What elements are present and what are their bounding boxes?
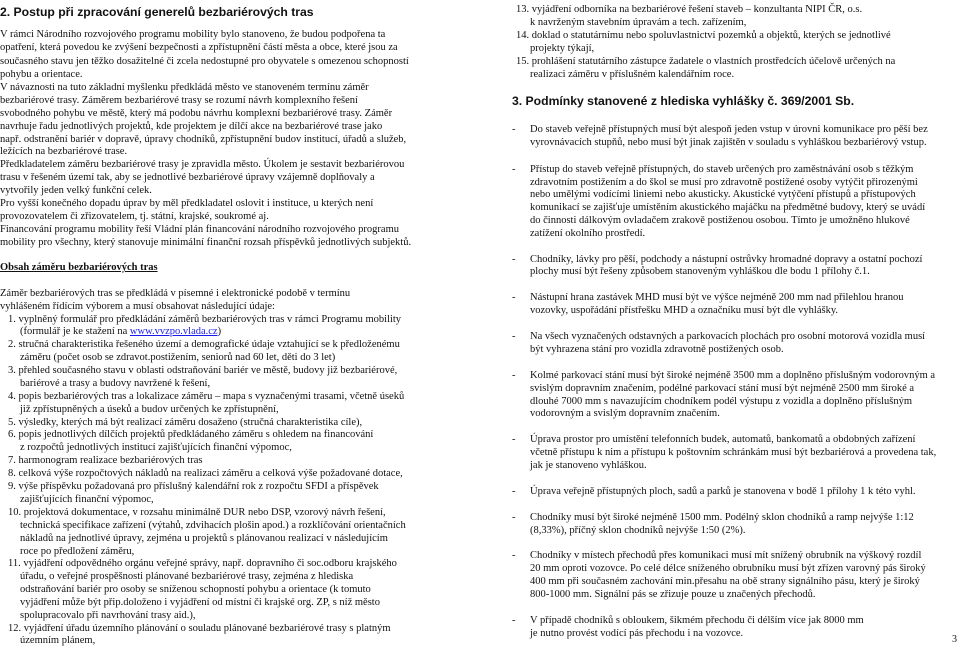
text-line: Financování programu mobility řeší Vládní plán financování národního rozvojového programu (0, 224, 400, 235)
list-item: roce po předložení záměru, (20, 546, 135, 557)
list-item: 1. vyplněný formulář pro předkládání záměrů bezbariérových tras v rámci Programu mobility (8, 314, 402, 325)
text-line: (8,33%), příčný sklon chodníků nejvýše 1:50 (2%). (530, 525, 746, 536)
text-line: nebo umělými vodícími liniemi nebo akusticky. Akustické vytýčení přístupů a přístupových (530, 189, 916, 200)
list-item: 15. prohlášení statutárního zástupce žadatele o vlastních prostředcích účelově určených na (516, 56, 896, 67)
text-line: ležících na bezbariérové trase. (0, 146, 128, 157)
form-download-link[interactable]: www.vvzpo.vlada.cz (129, 326, 218, 337)
list-item: 7. harmonogram realizace bezbariérových tras (8, 455, 203, 466)
text-line: Pro vyšší konečného dopadu úprav by měl předkladatel oslovit i instituce, u kterých není (0, 198, 374, 209)
text-line: opatření, která povedou ke zvýšení bezpečnosti a zpřístupnění částí města a obce, které jsou za (0, 42, 398, 53)
list-item: z rozpočtů jednotlivých institucí zajišťujících finanční výpomoc, (20, 442, 292, 453)
section-heading-2: 2. Postup při zpracování generelů bezbariérových tras (0, 5, 314, 19)
list-item: nákladů na jednotlivé úpravy, zejména u projektů s plánovanou realizací v následujícím (20, 533, 388, 544)
text-line: vozovky, uspořádání přístřešku MHD a označníku musí být dle vyhlášky. (530, 305, 839, 316)
text-line: V rámci Národního rozvojového programu mobility bylo stanoveno, že budou podpořena ta (0, 29, 386, 40)
list-item: 6. popis jednotlivých dílčích projektů předkládaného záměru s ohledem na financování (8, 429, 374, 440)
list-item: spolupracovalo při navrhování trasy aid.), (20, 610, 196, 621)
bullet-dash: - (512, 124, 516, 135)
list-item (20, 326, 221, 338)
list-item: územním plánem, (20, 635, 96, 646)
text-line: svislým dopravním značením, podélné parkovací stání musí být nejméně 2500 mm široké a (530, 383, 915, 394)
bullet-dash: - (512, 254, 516, 265)
list-item: 9. výše příspěvku požadovaná pro příslušný kalendářní rok z rozpočtu SFDI a příspěvek (8, 481, 379, 492)
list-item: bariérové a trasy a budovy navržené k řešení, (20, 378, 211, 389)
text-line: být vyhrazena stání pro vozidla zdravotně postižených osob. (530, 344, 784, 355)
bullet-dash: - (512, 331, 516, 342)
text-line: např. odstranění bariér v dopravě, úpravy chodníků, zpřístupnění budov institucí, úřadů a služeb, (0, 134, 407, 145)
list-item: 2. stručná charakteristika řešeného území a demografické údaje vztahující se k předloženému (8, 339, 400, 350)
text-line: Nástupní hrana zastávek MHD musí být ve výšce nejméně 200 mm nad přilehlou hranou (530, 292, 904, 303)
bullet-dash: - (512, 550, 516, 561)
text-line: komunikací se zajišťuje umístěním akustického majáčku na předmětné budovy, který se uvádí (530, 202, 926, 213)
text-line: Předkladatelem záměru bezbariérové trasy je zpravidla město. Úkolem je sestavit bezbariérovou (0, 159, 405, 170)
text-line: Přístup do staveb veřejně přístupných, do staveb určených pro zaměstnávání osob s těžkým (530, 164, 914, 175)
text-line: V návaznosti na tuto základní myšlenku předkládá město ve stanoveném termínu záměr (0, 82, 369, 93)
list-item: 10. projektová dokumentace, v rozsahu minimálně DUR nebo DSP, vzorový návrh řešení, (8, 507, 386, 518)
section-heading-3: 3. Podmínky stanovené z hlediska vyhlášky č. 369/2001 Sb. (512, 94, 855, 108)
text-line: vodorovným a svislým dopravním značením. (530, 408, 720, 419)
list-item: 4. popis bezbariérových tras a lokalizace záměru – mapa s vyznačenými trasami, včetně úseků (8, 391, 405, 402)
text-line: Chodníky, lávky pro pěší, podchody a nástupní ostrůvky hromadné dopravy a ostatní pochozí (530, 254, 923, 265)
text-line: provozovatelem či zřizovatelem, tj. státní, krajské, soukromé aj. (0, 211, 269, 222)
text-line: Na všech vyznačených odstavných a parkovacích plochách pro osobní motorová vozidla musí (530, 331, 926, 342)
subheading-contents: Obsah záměru bezbariérových tras (0, 262, 158, 273)
text-line: V případě chodníků s obloukem, šikmém přechodu či délším více jak 8000 mm (530, 615, 864, 626)
text-line: Do staveb veřejně přístupných musí být alespoň jeden vstup v úrovni komunikace pro pěší bez (530, 124, 928, 135)
list-item: záměru (počet osob se zdravot.postižením, seniorů nad 60 let, děti do 3 let) (20, 352, 336, 363)
text-line: svobodného pohybu ve městě, který má podobu návrhu komplexní bezbariérové trasy. Záměr (0, 108, 393, 119)
list-item: úřadu, o veřejné prospěšnosti plánované bezbariérové trasy, zejména z hlediska (20, 571, 354, 582)
text-line: včetně přístupu k nim a přístupu k poštovním schránkám musí být bezbariérová a provedena tak, (530, 447, 937, 458)
bullet-dash: - (512, 292, 516, 303)
text-line: pohybu a orientace. (0, 69, 83, 80)
text-line: Úprava veřejně přístupných ploch, sadů a parků je stanovena v bodě 1 přílohy 1 k této vyhl. (530, 486, 916, 497)
bullet-dash: - (512, 164, 516, 175)
text-line: mobility pro všechny, který stanovuje minimální finanční rozsah příspěvků jednotlivých subjektů. (0, 237, 412, 248)
list-item: technická specifikace zařízení (výtahů, zdvihacích plošin apod.) a rozklíčování orientačních (20, 520, 406, 531)
text-line: plochy musí být řešeny způsobem stanoveným vyhláškou dle bodu 1 přílohy č.1. (530, 266, 870, 277)
text-line: zatížení okolního prostředí. (530, 228, 646, 239)
list-item: 12. vyjádření úřadu územního plánování o souladu plánované bezbariérové trasy s platným (8, 623, 391, 634)
text-line: současného stavu jen těžko dosažitelné či zcela nedostupné pro obyvatele s omezenou schopností (0, 56, 409, 67)
bullet-dash: - (512, 370, 516, 381)
bullet-dash: - (512, 434, 516, 445)
text-line: Záměr bezbariérových tras se předkládá v písemné i elektronické podobě v termínu (0, 288, 351, 299)
list-item: již zpřístupněných a úseků a budov určených ke zpřístupnění, (20, 404, 279, 415)
text-line: zdravotním postižením a do škol se musí pro zdravotně postižené osoby vytýčit přirozenými (530, 177, 918, 188)
text-line: vytvořily jeden velký funkční celek. (0, 185, 152, 196)
text-line: vyhlášeném řídícím výborem a musí obsahovat následující údaje: (0, 301, 275, 312)
page-number: 3 (952, 634, 957, 645)
list-item: 3. přehled současného stavu v oblasti odstraňování bariér ve městě, budovy již bezbariérové, (8, 365, 398, 376)
list-item: odstraňování bariér pro osoby se sníženou schopností pohybu a orientace (k tomuto (20, 584, 371, 595)
text-span: (formulář je ke stažení na (20, 326, 128, 337)
bullet-dash: - (512, 512, 516, 523)
text-line: trasu v řešeném území tak, aby se jednotlivé bezbariérové úpravy vzájemně doplňovaly a (0, 172, 375, 183)
text-line: Úprava prostor pro umístění telefonních budek, automatů, bankomatů a obdobných zařízení (530, 434, 916, 445)
text-line: 800-1000 mm. Signální pás se zřizuje pouze u značených přechodů. (530, 589, 816, 600)
text-line: Kolmé parkovací stání musí být široké nejméně 3500 mm a doplněno příslušným vodorovným a (530, 370, 936, 381)
text-line: vyrovnávacích stupňů, nebo musí být jinak zajištěn v souladu s vyhláškou bezbariérový vstup. (530, 137, 927, 148)
text-line: 20 mm oproti vozovce. Po celé délce sníženého obrubníku musí být zřízen varovný pás široký (530, 563, 926, 574)
list-item: vyjádření může být přip.doloženo i vyjádření od místní či krajské org. ZP, s níž město (20, 597, 380, 608)
text-line: jak je stanoveno vyhláškou. (530, 460, 647, 471)
text-line: dlouhé 7000 mm s navazujícím chodníkem podél výstupu z vozidla a doplněno příslušným (530, 396, 913, 407)
list-item: realizaci záměru v příslušném kalendářním roce. (530, 69, 735, 80)
text-line: je nutno provést vodící pás přechodu i na vozovce. (530, 628, 744, 639)
text-span: ) (217, 326, 222, 337)
list-item: zajišťujících finanční výpomoc, (20, 494, 154, 505)
text-line: Chodníky musí být široké nejméně 1500 mm. Podélný sklon chodníků a ramp nejvýše 1:12 (530, 512, 914, 523)
bullet-dash: - (512, 615, 516, 626)
list-item: 11. vyjádření odpovědného orgánu veřejné správy, např. dopravního či soc.odboru krajského (8, 558, 397, 569)
list-item: k navrženým stavebním úpravám a tech. zařízením, (530, 17, 747, 28)
text-line: do činnosti dálkovým ovladačem zrakově postiženou osobou. Tímto je umožněno hlukové (530, 215, 910, 226)
text-line: bezbariérové trasy. Záměrem bezbariérové trasy se rozumí návrh komplexního řešení (0, 95, 358, 106)
list-item: 5. výsledky, kterých má být realizací záměru dosaženo (stručná charakteristika cíle), (8, 417, 363, 428)
list-item: 14. doklad o statutárnímu nebo spoluvlastnictví pozemků a objektů, kterých se jednotlivé (516, 30, 891, 41)
text-line: Chodníky v místech přechodů přes komunikaci musí mít snížený obrubník na výškový rozdíl (530, 550, 922, 561)
bullet-dash: - (512, 486, 516, 497)
list-item: projekty týkají, (530, 43, 595, 54)
text-line: 400 mm při současném zachování min.přesahu na obě strany signálního pásu, který je široký (530, 576, 920, 587)
text-line: navrhuje řadu jednotlivých projektů, kde projektem je dílčí akce na bezbariérové trase jako (0, 121, 383, 132)
list-item: 8. celková výše rozpočtových nákladů na realizaci záměru a celková výše požadované dotace, (8, 468, 403, 479)
list-item: 13. vyjádření odborníka na bezbariérové řešení staveb – konzultanta NIPI ČR, o.s. (516, 4, 863, 15)
